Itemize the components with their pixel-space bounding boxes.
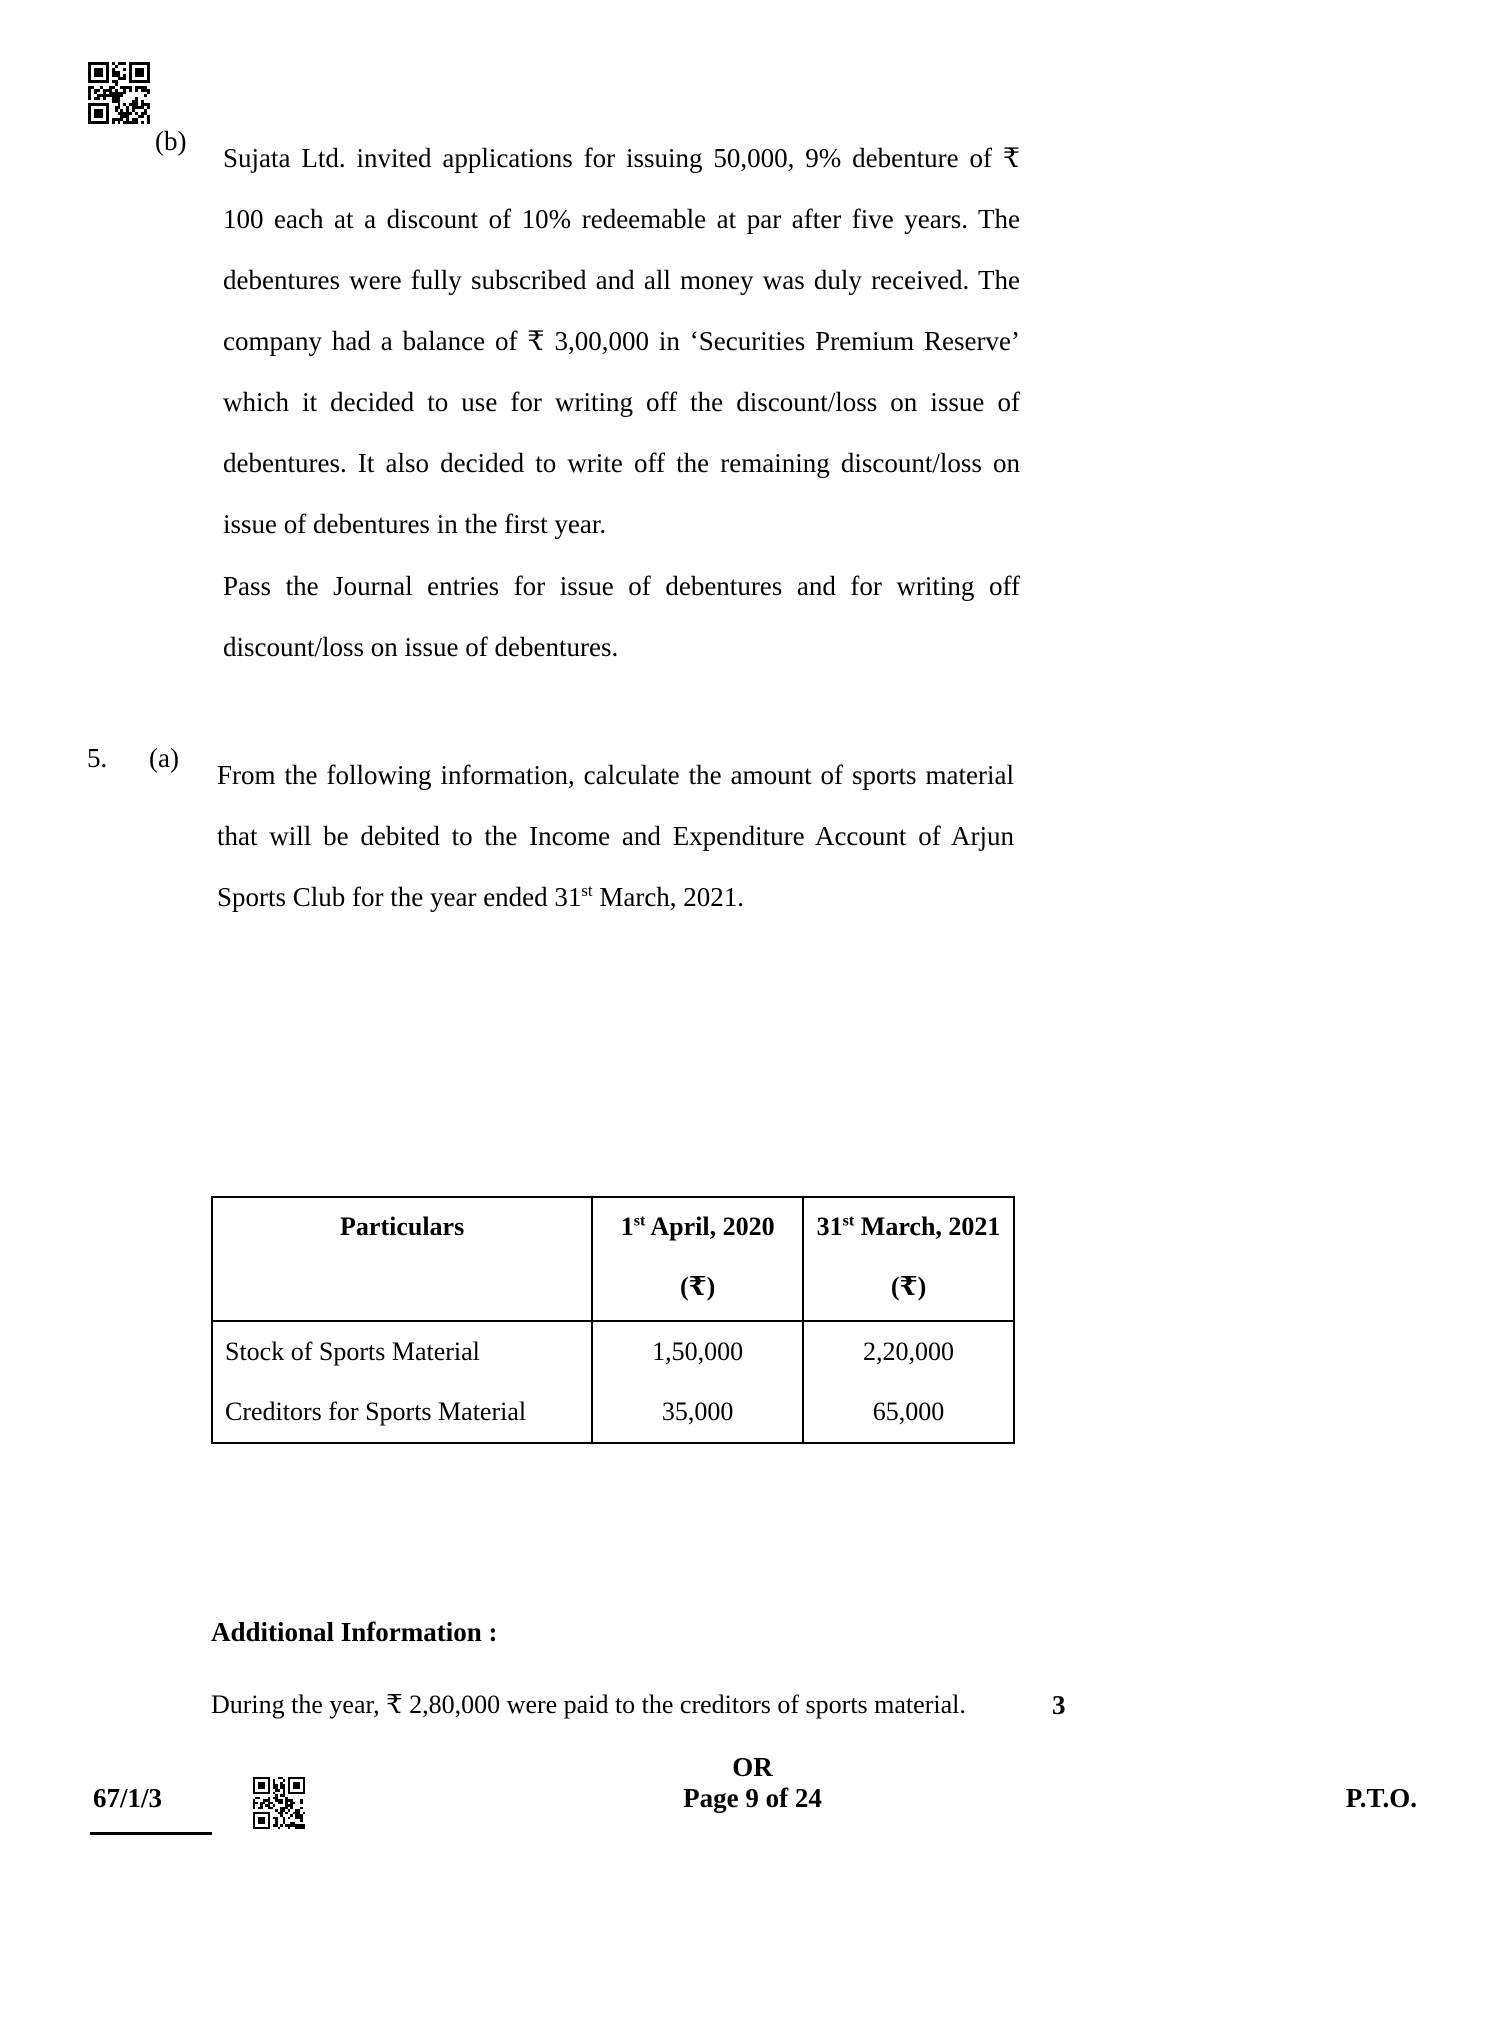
table-header-apr-2020-post: April, 2020 (645, 1212, 775, 1241)
page-number-label: Page 9 of 24 (683, 1783, 822, 1813)
table-header-particulars (212, 1197, 592, 1321)
question-5a-text-post: March, 2021. (592, 882, 745, 912)
question-5a-ordinal-suffix: st (581, 881, 593, 900)
qr-code-top-left-icon (88, 62, 150, 124)
table-header-mar-2021-pre: 31 (816, 1212, 843, 1241)
table-header-apr-2020-label (593, 1198, 802, 1242)
table-header-mar-2021-currency: (₹) (890, 1272, 927, 1301)
table-header-apr-2020-pre: 1 (620, 1212, 634, 1241)
question-5a-text-pre: From the following information, calculate the amount of sports material that will be debited to the Income and Expenditure Account of Arjun Sports Club for the year ended 31 (217, 760, 1014, 912)
table-cell-apr-2020: 35,000 (592, 1382, 803, 1443)
table-cell-mar-2021: 65,000 (803, 1382, 1014, 1443)
question-5a-text (217, 745, 1014, 928)
pto-label: P.T.O. (1345, 1783, 1417, 1813)
table-row (212, 1382, 1014, 1443)
table-header-apr-2020 (592, 1197, 803, 1321)
question-b (155, 128, 1020, 555)
additional-information-text: During the year, ₹ 2,80,000 were paid to the creditors of sports material. (211, 1690, 966, 1719)
sports-material-table (211, 1196, 1015, 1444)
table-header-mar-2021-label (804, 1198, 1013, 1242)
table-cell-mar-2021: 2,20,000 (803, 1321, 1014, 1382)
or-divider: OR (732, 1752, 773, 1782)
question-5a (87, 745, 1022, 928)
table-header-mar-2021 (803, 1197, 1014, 1321)
table-header-row (212, 1197, 1014, 1321)
question-b-marker: (b) (155, 126, 187, 156)
table-header-apr-2020-currency: (₹) (679, 1272, 716, 1301)
question-5a-marks: 3 (1052, 1690, 1066, 1720)
paper-code-underline (90, 1832, 212, 1835)
table-cell-particulars: Stock of Sports Material (212, 1321, 592, 1382)
table-header-mar-2021-sup: st (842, 1212, 855, 1230)
additional-information-heading: Additional Information : (211, 1617, 498, 1647)
table-header-particulars-label: Particulars (340, 1212, 465, 1241)
question-5-number: 5. (87, 743, 108, 773)
question-b-instruction-text: Pass the Journal entries for issue of debentures and for writing off discount/loss on issue of debentures. (223, 571, 1020, 662)
question-b-text: Sujata Ltd. invited applications for issuing 50,000, 9% debenture of ₹ 100 each at a discount of 10% redeemable at par after five years. The debentures were fully subscribed and all money was duly received. The company had a balance of ₹ 3,00,000 in ‘Securities Premium Reserve’ which it decided to use for writing off the discount/loss on issue of debentures. It also decided to write off the remaining discount/loss on issue of debentures in the first year. (223, 143, 1020, 539)
table-cell-particulars: Creditors for Sports Material (212, 1382, 592, 1443)
table-header-mar-2021-post: March, 2021 (854, 1212, 1001, 1241)
table-cell-apr-2020: 1,50,000 (592, 1321, 803, 1382)
table-row (212, 1321, 1014, 1382)
question-b-instruction (155, 556, 1020, 678)
question-5a-marker: (a) (149, 743, 179, 773)
paper-code: 67/1/3 (93, 1783, 163, 1813)
table-header-apr-2020-sup: st (633, 1212, 646, 1230)
